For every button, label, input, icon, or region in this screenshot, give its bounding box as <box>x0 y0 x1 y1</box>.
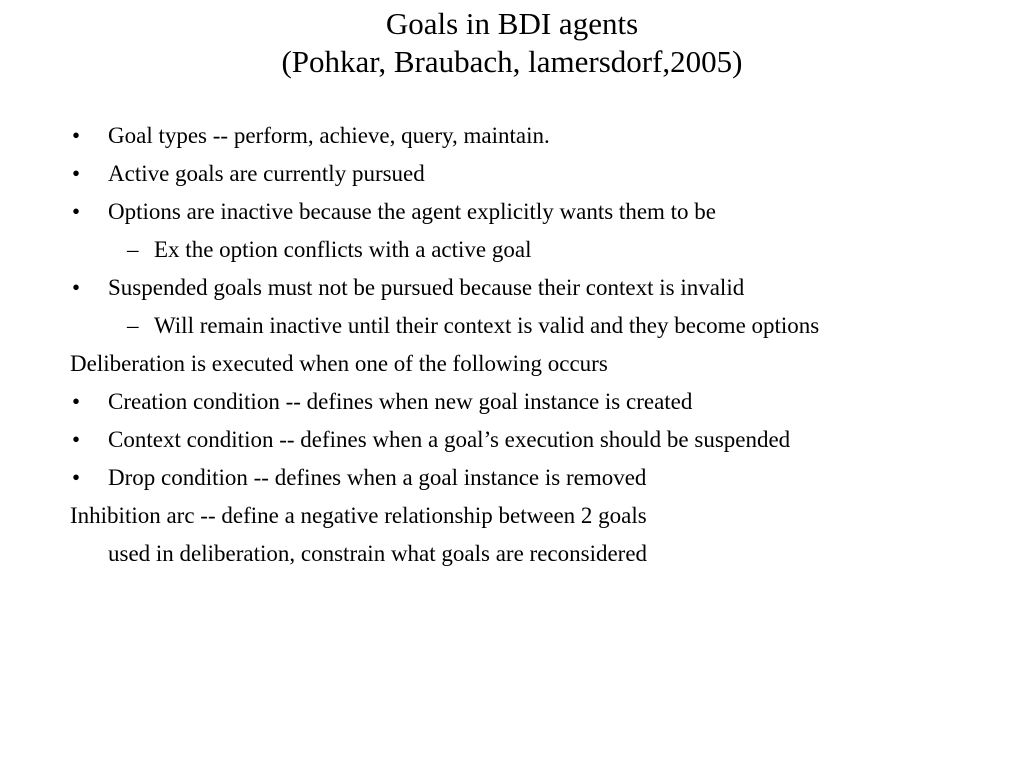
slide-body <box>70 121 970 577</box>
bullet-marker: • <box>72 389 81 414</box>
bullet-marker: • <box>72 123 81 148</box>
paragraph-text: Deliberation is executed when one of the following occurs <box>70 351 608 376</box>
bullet-text: Context condition -- defines when a goal’s execution should be suspended <box>108 427 791 452</box>
bullet-options <box>70 197 970 227</box>
bullet-suspended-goals <box>70 273 970 303</box>
sub-bullet-remain-inactive <box>70 311 970 341</box>
bullet-text: Options are inactive because the agent explicitly wants them to be <box>108 199 717 224</box>
bullet-marker: • <box>72 161 81 186</box>
bullet-marker: • <box>72 427 81 452</box>
bullet-goal-types <box>70 121 970 151</box>
sub-bullet-text: Will remain inactive until their context is valid and they become options <box>154 313 820 338</box>
bullet-text: Drop condition -- defines when a goal instance is removed <box>108 465 647 490</box>
bullet-context-condition <box>70 425 970 455</box>
paragraph-inhibition-usage <box>70 539 970 569</box>
bullet-marker: • <box>72 465 81 490</box>
sub-bullet-option-conflict <box>70 235 970 265</box>
bullet-drop-condition <box>70 463 970 493</box>
sub-bullet-text: Ex the option conflicts with a active goal <box>154 237 532 262</box>
sub-bullet-marker: – <box>127 313 139 338</box>
sub-bullet-marker: – <box>127 237 139 262</box>
bullet-text: Suspended goals must not be pursued because their context is invalid <box>108 275 745 300</box>
title-line-2: (Pohkar, Braubach, lamersdorf,2005) <box>281 44 743 79</box>
title-line-1: Goals in BDI agents <box>385 6 639 41</box>
bullet-text: Active goals are currently pursued <box>108 161 425 186</box>
bullet-active-goals <box>70 159 970 189</box>
paragraph-text: Inhibition arc -- define a negative relationship between 2 goals <box>70 503 647 528</box>
bullet-text: Creation condition -- defines when new goal instance is created <box>108 389 693 414</box>
paragraph-deliberation <box>70 349 970 379</box>
bullet-marker: • <box>72 199 81 224</box>
paragraph-text: used in deliberation, constrain what goals are reconsidered <box>108 541 648 566</box>
bullet-marker: • <box>72 275 81 300</box>
bullet-text: Goal types -- perform, achieve, query, maintain. <box>108 123 550 148</box>
slide-title <box>0 5 1024 81</box>
bullet-creation-condition <box>70 387 970 417</box>
paragraph-inhibition-arc <box>70 501 970 531</box>
